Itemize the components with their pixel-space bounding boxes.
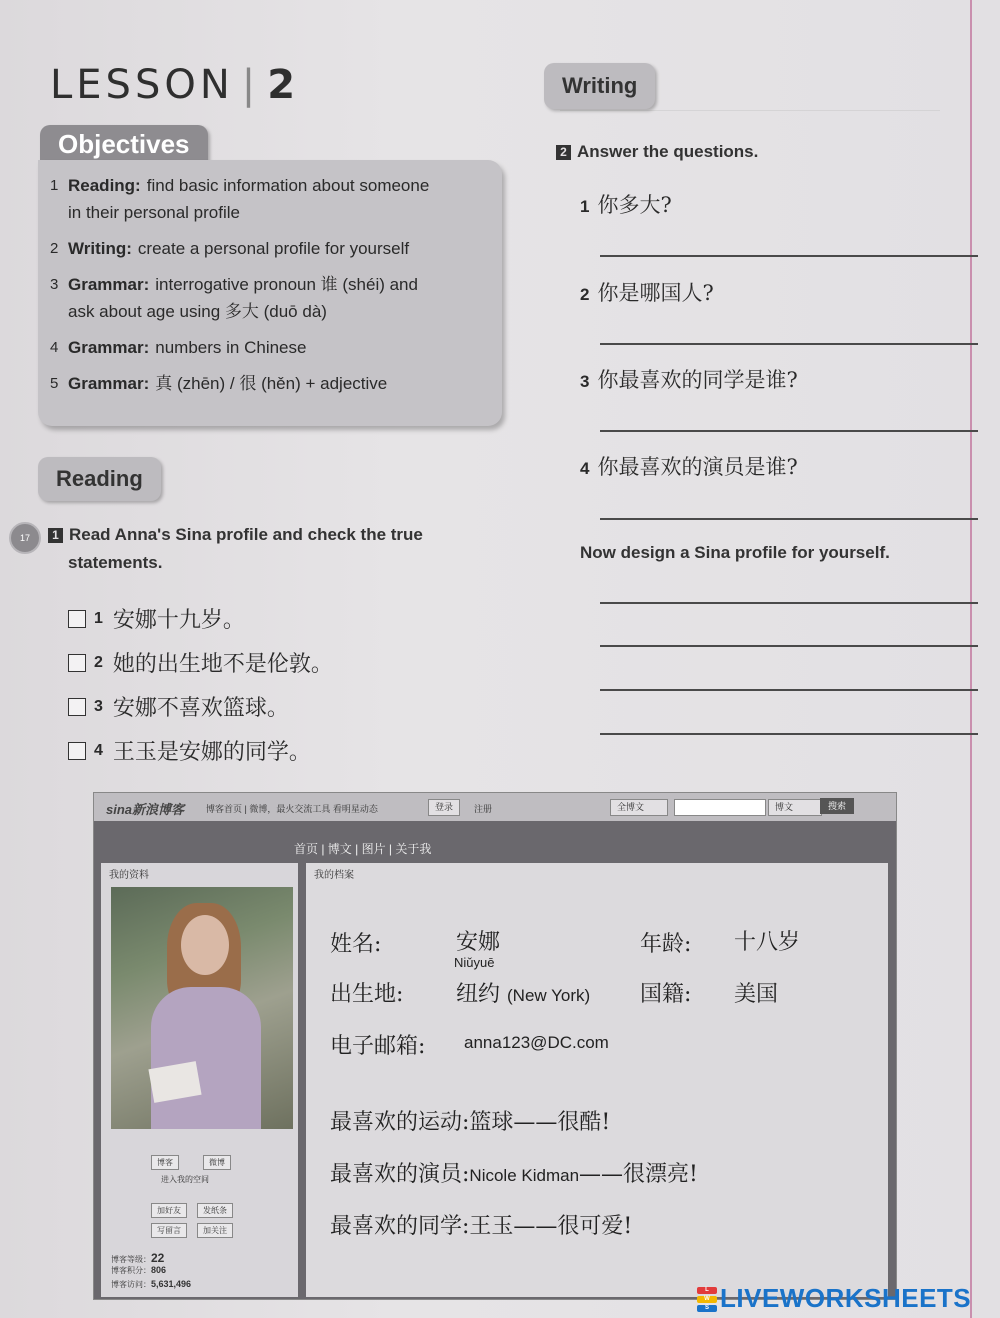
pinyin-annotation: Niǔyuē [454, 955, 495, 970]
statement-text: 她的出生地不是伦敦。 [112, 652, 333, 677]
lesson-number: 2 [267, 62, 300, 108]
objective-label: Writing: [68, 239, 132, 258]
follow-button[interactable]: 加关注 [197, 1223, 233, 1238]
statement-number: 1 [94, 609, 103, 627]
answer-line[interactable] [600, 733, 978, 735]
logo-letter: L [697, 1287, 717, 1294]
writing-tab: Writing [544, 63, 655, 109]
nationality-value: 美国 [734, 982, 779, 1007]
statement-item [68, 691, 289, 722]
favorite-actor [330, 1157, 698, 1188]
stat-value: 806 [151, 1265, 167, 1275]
question-text: 你是哪国人? [597, 281, 714, 305]
objective-item [50, 370, 482, 397]
email-label: 电子邮箱: [330, 1034, 426, 1059]
watermark-text: LIVEWORKSHEETS [720, 1283, 972, 1313]
objective-text [68, 271, 418, 325]
lesson-title: LESSON | 2 [50, 62, 300, 108]
objective-label: Grammar: [68, 275, 150, 294]
logo-letter: W [697, 1296, 717, 1303]
reading-instruction-line1: Read Anna's Sina profile and check the true [69, 525, 423, 544]
actor-label: 最喜欢的演员: [330, 1162, 470, 1187]
objective-number: 5 [50, 375, 59, 392]
nationality-label: 国籍: [640, 982, 692, 1007]
stat-value: 22 [151, 1251, 165, 1265]
objective-desc: numbers in Chinese [155, 338, 307, 357]
stat-label: 博客积分： [111, 1266, 151, 1275]
name-label: 姓名: [330, 932, 382, 957]
statement-text: 王玉是安娜的同学。 [112, 740, 311, 765]
question-item [580, 277, 714, 307]
age-label: 年龄: [640, 932, 692, 957]
reading-tab: Reading [38, 457, 161, 501]
question-number: 2 [580, 285, 590, 304]
reading-instruction-line2: statements. [68, 553, 163, 572]
page-edge-line [970, 0, 972, 1318]
objectives-tab: Objectives [40, 125, 208, 163]
objective-item [50, 235, 482, 262]
profile-photo [111, 887, 293, 1129]
search-type-select[interactable]: 博文 [768, 799, 822, 816]
sina-top-nav[interactable]: 博客首页 | 微博，最火交流工具 看明星动态 [206, 804, 378, 814]
objective-desc: interrogative pronoun 谁 (shéi) and [155, 275, 418, 294]
sina-profile-screenshot [93, 792, 897, 1300]
stat-label: 博客访问： [111, 1280, 151, 1289]
answer-line[interactable] [600, 645, 978, 647]
objective-desc-cont: in their personal profile [68, 203, 240, 222]
design-instruction: Now design a Sina profile for yourself. [580, 543, 890, 562]
answer-line[interactable] [600, 430, 978, 432]
cd-audio-icon[interactable]: 17 [9, 522, 41, 554]
objective-desc: find basic information about someone [146, 176, 430, 195]
statement-text: 安娜十九岁。 [112, 608, 245, 633]
answer-line[interactable] [600, 343, 978, 345]
statement-item [68, 603, 245, 634]
right-panel-title: 我的档案 [314, 870, 354, 881]
answer-line[interactable] [600, 518, 978, 520]
statement-number: 4 [94, 741, 103, 759]
question-number: 1 [580, 197, 590, 216]
objective-number: 3 [50, 276, 59, 293]
actor-value: Nicole Kidman [469, 1166, 580, 1185]
objectives-box [38, 160, 502, 426]
objective-number: 1 [50, 177, 59, 194]
sina-top-bar [94, 793, 896, 822]
actor-comment: ——很漂亮! [579, 1162, 698, 1187]
question-item [580, 189, 672, 219]
name-value: 安娜 [456, 930, 501, 955]
sport-value: 篮球——很酷! [469, 1110, 611, 1135]
statement-number: 2 [94, 653, 103, 671]
birthplace-label: 出生地: [330, 982, 404, 1007]
lesson-word: LESSON [50, 62, 234, 108]
favorite-sport [330, 1105, 610, 1136]
objective-text [68, 235, 409, 262]
exercise-number: 2 [556, 145, 571, 160]
statement-item [68, 735, 311, 766]
logo-letter: S [697, 1305, 717, 1312]
objective-label: Reading: [68, 176, 141, 195]
answer-line[interactable] [600, 602, 978, 604]
writing-instruction [556, 138, 758, 166]
sport-label: 最喜欢的运动: [330, 1110, 470, 1135]
objective-text [68, 370, 387, 397]
objective-desc: create a personal profile for yourself [137, 239, 410, 258]
exercise-number: 1 [48, 528, 63, 543]
stat-label: 博客等级： [111, 1255, 151, 1264]
enter-space-link[interactable]: 进入我的空间 [161, 1175, 209, 1184]
blog-button[interactable]: 博客 [151, 1155, 179, 1170]
sina-logo: sina新浪博客 [106, 802, 185, 817]
question-item [580, 451, 798, 481]
add-friend-button[interactable]: 加好友 [151, 1203, 187, 1218]
write-message-button[interactable]: 写留言 [151, 1223, 187, 1238]
statement-checkbox[interactable] [68, 742, 86, 760]
statement-number: 3 [94, 697, 103, 715]
liveworksheets-watermark [697, 1283, 971, 1314]
answer-line[interactable] [600, 689, 978, 691]
objective-text [68, 172, 429, 226]
email-value: anna123@DC.com [464, 1033, 609, 1052]
objective-text [68, 334, 306, 361]
objective-label: Grammar: [68, 338, 150, 357]
statement-checkbox[interactable] [68, 654, 86, 672]
objective-label: Grammar: [68, 374, 150, 393]
classmate-label: 最喜欢的同学: [330, 1214, 470, 1239]
question-text: 你多大? [597, 193, 672, 217]
search-button[interactable]: 搜索 [820, 798, 854, 814]
blog-stat [111, 1265, 166, 1276]
objective-item [50, 271, 482, 325]
answer-line[interactable] [600, 255, 978, 257]
reading-instruction [48, 521, 468, 577]
left-panel-title: 我的资料 [109, 870, 149, 881]
weibo-button[interactable]: 微博 [203, 1155, 231, 1170]
blog-menu[interactable]: 首页 | 博文 | 图片 | 关于我 [294, 842, 432, 856]
writing-instruction-text: Answer the questions. [577, 142, 759, 161]
objective-number: 4 [50, 339, 59, 356]
profile-details-panel [306, 863, 888, 1297]
birthplace-value [456, 977, 590, 1008]
question-text: 你最喜欢的同学是谁? [597, 368, 798, 392]
objective-item [50, 334, 482, 361]
birthplace-cn: 纽约 [456, 982, 501, 1007]
birthplace-en: (New York) [507, 986, 591, 1005]
objective-number: 2 [50, 240, 59, 257]
liveworksheets-logo-icon [697, 1286, 717, 1312]
search-input[interactable] [674, 799, 766, 816]
question-item [580, 364, 798, 394]
question-number: 3 [580, 372, 590, 391]
login-button[interactable]: 登录 [428, 799, 460, 816]
objective-item [50, 172, 482, 226]
profile-sidebar [101, 863, 298, 1297]
question-text: 你最喜欢的演员是谁? [597, 455, 798, 479]
stat-value: 5,631,496 [151, 1279, 192, 1289]
bleed-through [560, 110, 940, 112]
question-number: 4 [580, 459, 590, 478]
search-scope-select[interactable]: 全博文 [610, 799, 668, 816]
send-note-button[interactable]: 发纸条 [197, 1203, 233, 1218]
statement-item [68, 647, 333, 678]
blog-stat [111, 1279, 191, 1290]
statement-checkbox[interactable] [68, 610, 86, 628]
objectives-list [38, 160, 502, 397]
blog-stat [111, 1251, 164, 1265]
favorite-classmate [330, 1209, 632, 1240]
statement-checkbox[interactable] [68, 698, 86, 716]
classmate-value: 王玉——很可爱! [469, 1214, 633, 1239]
objective-desc: 真 (zhēn) / 很 (hěn) + adjective [155, 374, 388, 393]
objective-desc-cont: ask about age using 多大 (duō dà) [68, 302, 327, 321]
register-link[interactable]: 注册 [474, 804, 493, 814]
age-value: 十八岁 [734, 930, 801, 955]
statement-text: 安娜不喜欢篮球。 [112, 696, 289, 721]
